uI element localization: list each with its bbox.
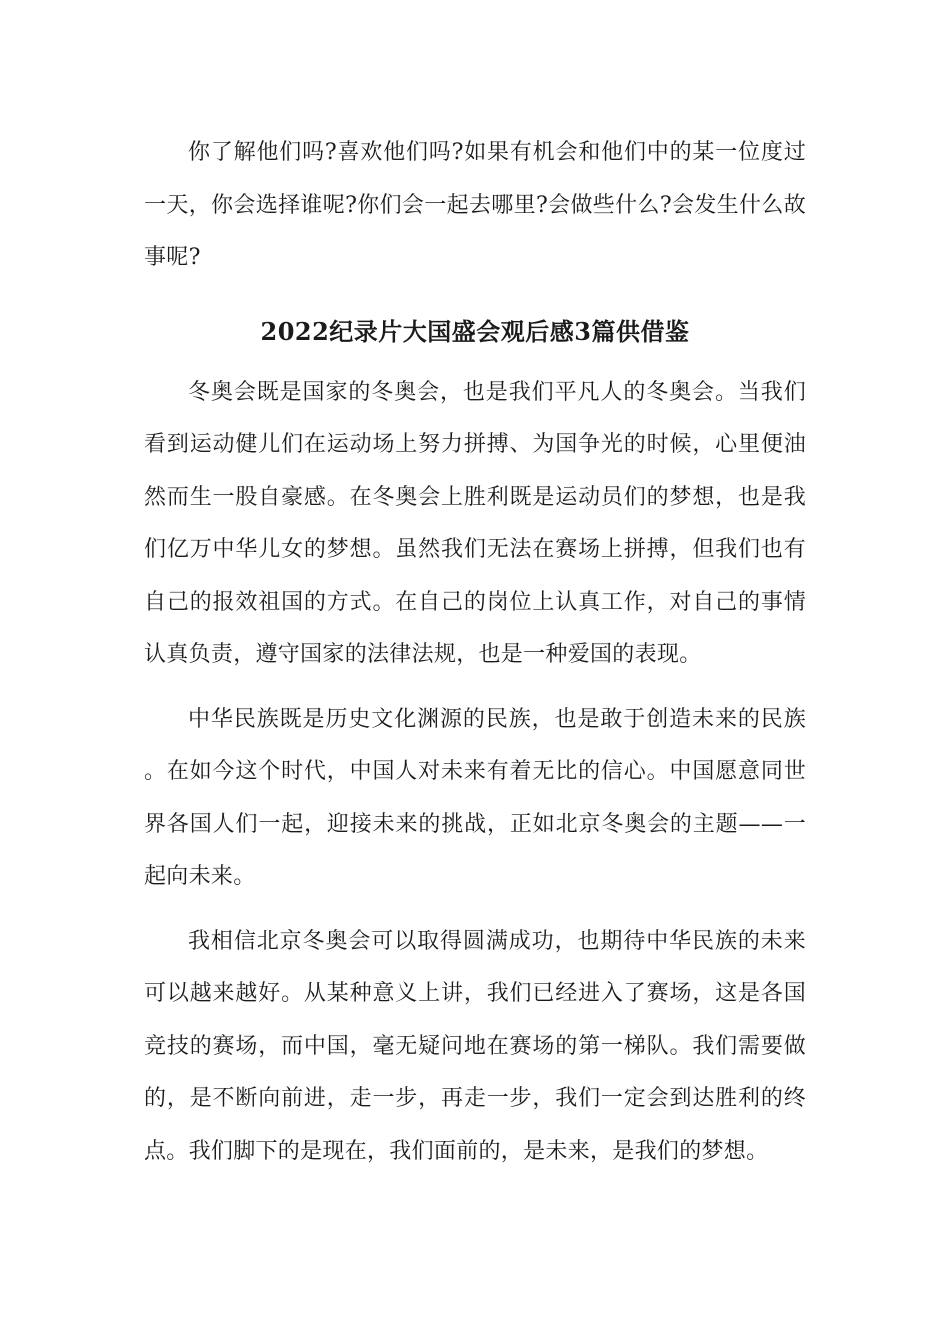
document-title: 2022纪录片大国盛会观后感3篇供借鉴 (260, 316, 690, 346)
document-body (144, 127, 806, 1178)
intro-paragraph: 你了解他们吗?喜欢他们吗?如果有机会和他们中的某一位度过一天，你会选择谁呢?你们会一起去哪里?会做些什么?会发生什么故事呢? (144, 140, 806, 270)
body-paragraph-3: 我相信北京冬奥会可以取得圆满成功，也期待中华民族的未来可以越来越好。从某种意义上讲，我们已经进入了赛场，这是各国竞技的赛场，而中国，毫无疑问地在赛场的第一梯队。我们需要做的，是不断向前进，走一步，再走一步，我们一定会到达胜利的终点。我们脚下的是现在，我们面前的，是未来，是我们的梦想。 (144, 928, 806, 1164)
body-paragraph-1: 冬奥会既是国家的冬奥会，也是我们平凡人的冬奥会。当我们看到运动健儿们在运动场上努力拼搏、为国争光的时候，心里便油然而生一股自豪感。在冬奥会上胜利既是运动员们的梦想，也是我们亿万中华儿女的梦想。虽然我们无法在赛场上拼搏，但我们也有自己的报效祖国的方式。在自己的岗位上认真工作，对自己的事情认真负责，遵守国家的法律法规，也是一种爱国的表现。 (144, 379, 806, 667)
body-paragraph-2: 中华民族既是历史文化渊源的民族，也是敢于创造未来的民族。在如今这个时代，中国人对未来有着无比的信心。中国愿意同世界各国人们一起，迎接未来的挑战，正如北京冬奥会的主题——一起向未来。 (144, 706, 806, 889)
